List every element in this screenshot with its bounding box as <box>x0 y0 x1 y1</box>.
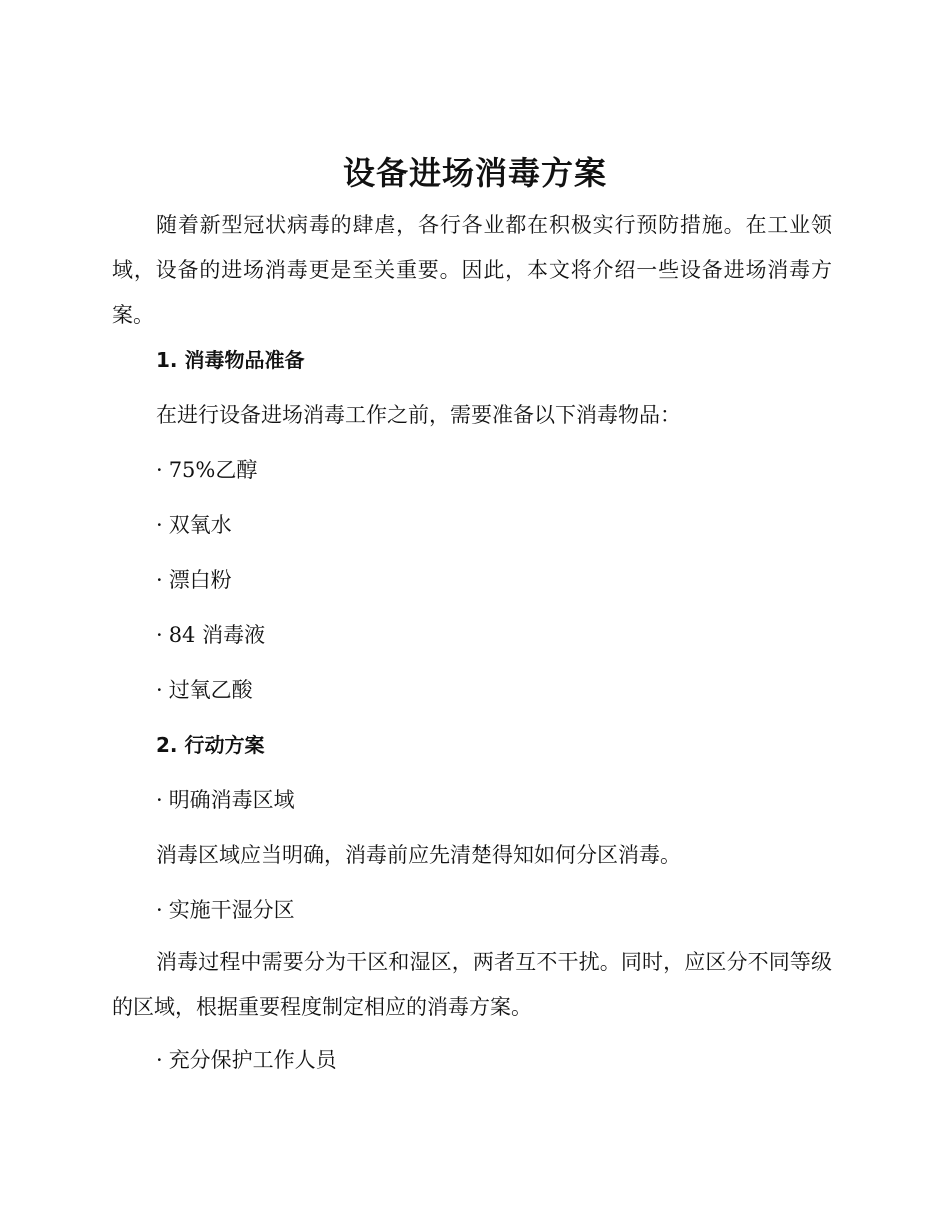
list-item-text: 84 消毒液 <box>168 623 266 647</box>
list-item-text: 过氧乙酸 <box>168 678 253 702</box>
list-item <box>156 675 253 705</box>
list-item-text: 充分保护工作人员 <box>168 1048 337 1072</box>
section-1-heading: 1. 消毒物品准备 <box>156 348 305 372</box>
bullet-icon: · <box>156 458 163 482</box>
bullet-icon: · <box>156 898 163 922</box>
list-item <box>156 1045 337 1075</box>
list-item-text: 75%乙醇 <box>168 458 258 482</box>
section-2-text-1: 消毒区域应当明确，消毒前应先清楚得知如何分区消毒。 <box>156 843 681 867</box>
section-2-text-2: 消毒过程中需要分为干区和湿区，两者互不干扰。同时，应区分不同等级的区域，根据重要程度制定相应的消毒方案。 <box>112 950 832 1019</box>
list-item-text: 明确消毒区域 <box>168 788 295 812</box>
list-item <box>156 510 232 540</box>
list-item <box>156 895 295 925</box>
list-item-text: 双氧水 <box>168 513 232 537</box>
list-item <box>156 620 265 650</box>
section-1-lead: 在进行设备进场消毒工作之前，需要准备以下消毒物品： <box>156 403 681 427</box>
bullet-icon: · <box>156 513 163 537</box>
list-item <box>156 565 232 595</box>
document-title: 设备进场消毒方案 <box>342 154 607 192</box>
intro-paragraph: 随着新型冠状病毒的肆虐，各行各业都在积极实行预防措施。在工业领域，设备的进场消毒更是至关重要。因此，本文将介绍一些设备进场消毒方案。 <box>112 213 832 327</box>
bullet-icon: · <box>156 1048 163 1072</box>
bullet-icon: · <box>156 678 163 702</box>
bullet-icon: · <box>156 568 163 592</box>
list-item-text: 漂白粉 <box>168 568 232 592</box>
list-item <box>156 785 295 815</box>
bullet-icon: · <box>156 788 163 812</box>
section-2-heading: 2. 行动方案 <box>156 733 265 757</box>
list-item-text: 实施干湿分区 <box>168 898 295 922</box>
list-item <box>156 455 257 485</box>
bullet-icon: · <box>156 623 163 647</box>
